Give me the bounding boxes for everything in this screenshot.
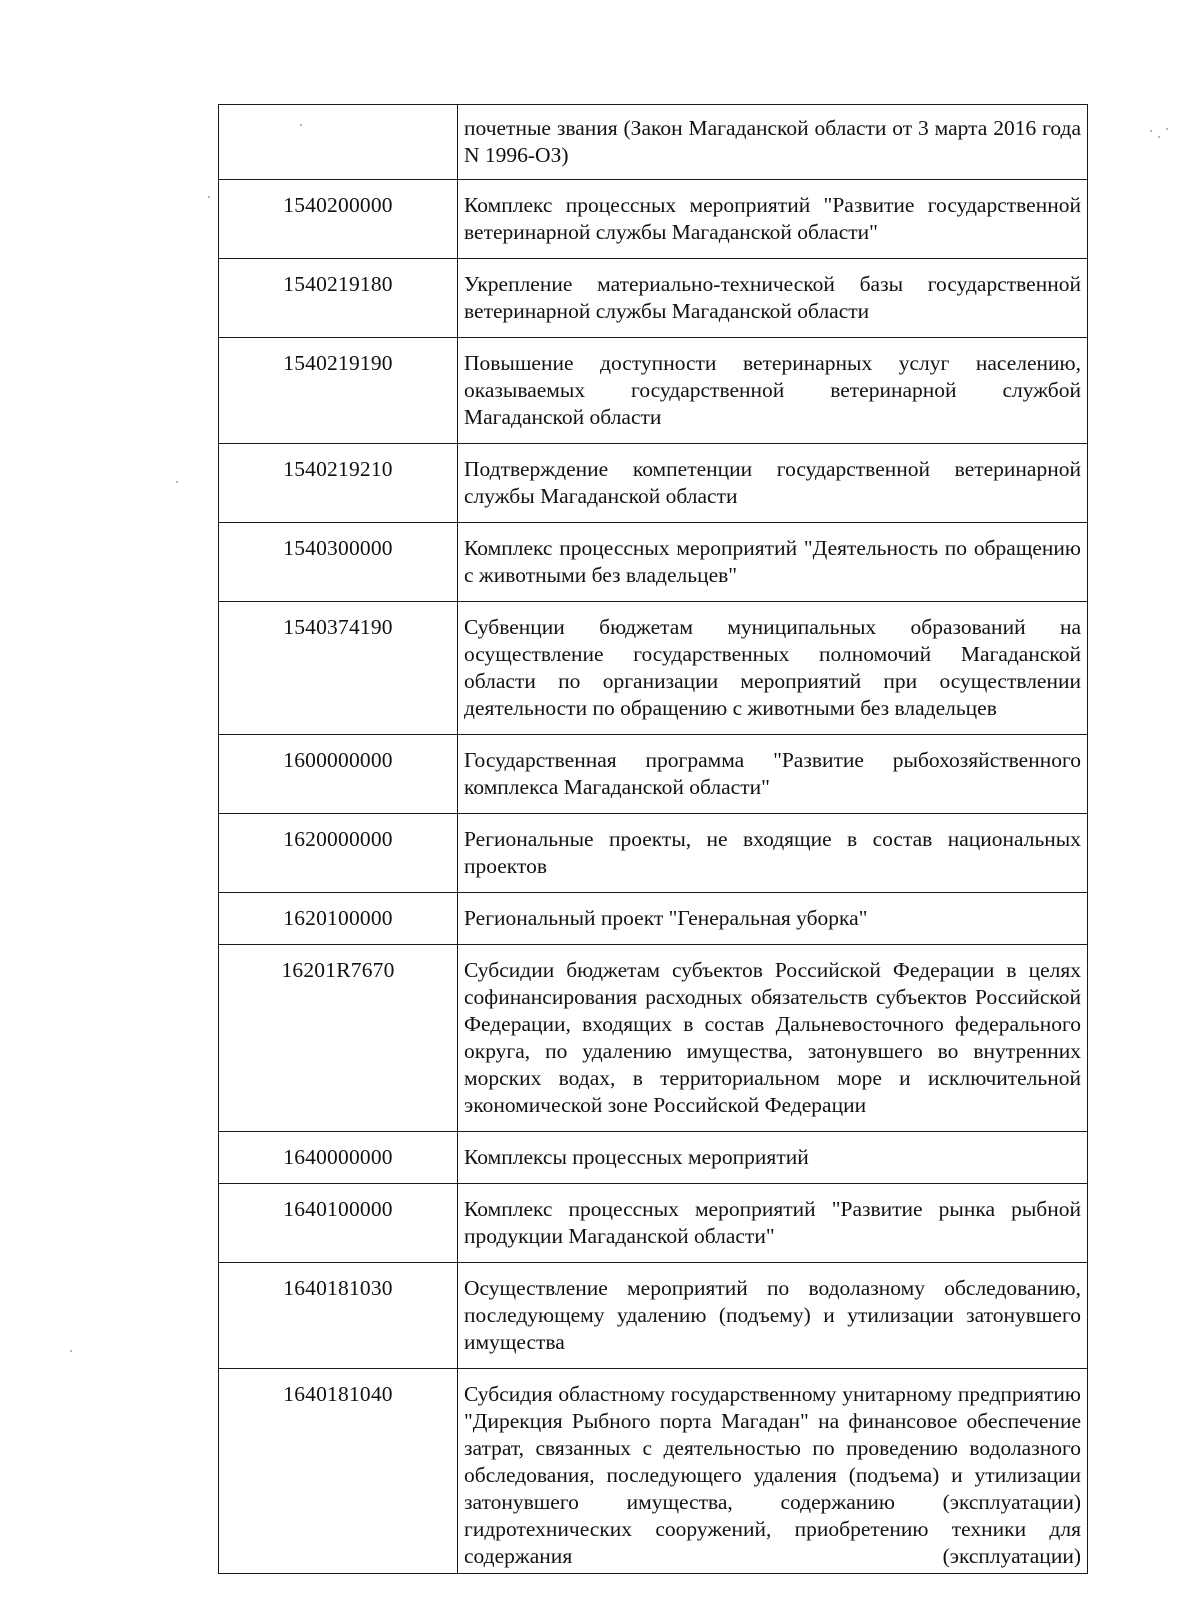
scan-speck — [1158, 136, 1160, 138]
code-cell: 1640181030 — [219, 1263, 458, 1369]
description-cell: Подтверждение компетенции государственной ветеринарной службы Магаданской области — [458, 444, 1088, 523]
description-cell: Комплексы процессных мероприятий — [458, 1132, 1088, 1184]
table-row — [219, 259, 1088, 338]
code-cell: 1540200000 — [219, 180, 458, 259]
code-cell: 1620100000 — [219, 893, 458, 945]
table-row — [219, 1263, 1088, 1369]
description-cell: Комплекс процессных мероприятий "Развитие рынка рыбной продукции Магаданской области" — [458, 1184, 1088, 1263]
code-cell: 1640181040 — [219, 1369, 458, 1574]
scan-speck — [208, 196, 210, 198]
scan-speck — [176, 481, 178, 483]
scan-speck — [70, 1350, 72, 1352]
description-cell: Субсидия областному государственному унитарному предприятию "Дирекция Рыбного порта Магадан" на финансовое обеспечение затрат, связанных с деятельностью по проведению водолазного обследования, последующего удаления (подъема) и утилизации затонувшего имущества, содержанию (эксплуатации) гидротехнических сооружений, приобретению техники для содержания (эксплуатации) — [458, 1369, 1088, 1574]
table-row — [219, 180, 1088, 259]
description-cell: Комплекс процессных мероприятий "Развитие государственной ветеринарной службы Магаданской области" — [458, 180, 1088, 259]
budget-codes-table — [218, 104, 1088, 1574]
table-row — [219, 105, 1088, 180]
description-cell: Комплекс процессных мероприятий "Деятельность по обращению с животными без владельцев" — [458, 523, 1088, 602]
scan-speck — [1166, 128, 1168, 130]
table-row — [219, 893, 1088, 945]
description-cell: Осуществление мероприятий по водолазному обследованию, последующему удалению (подъему) и утилизации затонувшего имущества — [458, 1263, 1088, 1369]
table-row — [219, 444, 1088, 523]
code-cell — [219, 105, 458, 180]
table-row — [219, 1184, 1088, 1263]
description-cell: Субвенции бюджетам муниципальных образований на осуществление государственных полномочий Магаданской области по организации мероприятий при осуществлении деятельности по обращению с животными без владельцев — [458, 602, 1088, 735]
scan-speck — [300, 124, 302, 126]
table-row — [219, 602, 1088, 735]
code-cell: 1600000000 — [219, 735, 458, 814]
code-cell: 1540300000 — [219, 523, 458, 602]
description-cell: Повышение доступности ветеринарных услуг населению, оказываемых государственной ветеринарной службой Магаданской области — [458, 338, 1088, 444]
code-cell: 1540219190 — [219, 338, 458, 444]
description-cell: Региональный проект "Генеральная уборка" — [458, 893, 1088, 945]
description-cell: Субсидии бюджетам субъектов Российской Федерации в целях софинансирования расходных обязательств субъектов Российской Федерации, входящих в состав Дальневосточного федерального округа, по удалению имущества, затонувшего во внутренних морских водах, в территориальном море и исключительной экономической зоне Российской Федерации — [458, 945, 1088, 1132]
description-cell: Региональные проекты, не входящие в состав национальных проектов — [458, 814, 1088, 893]
code-cell: 1540219210 — [219, 444, 458, 523]
code-cell: 1640100000 — [219, 1184, 458, 1263]
code-cell: 16201R7670 — [219, 945, 458, 1132]
description-cell: почетные звания (Закон Магаданской области от 3 марта 2016 года N 1996-ОЗ) — [458, 105, 1088, 180]
scan-speck — [1150, 130, 1152, 132]
table-row — [219, 523, 1088, 602]
description-cell: Государственная программа "Развитие рыбохозяйственного комплекса Магаданской области" — [458, 735, 1088, 814]
table-row — [219, 814, 1088, 893]
code-cell: 1620000000 — [219, 814, 458, 893]
code-cell: 1540374190 — [219, 602, 458, 735]
table-row — [219, 1369, 1088, 1574]
table-row — [219, 945, 1088, 1132]
table-row — [219, 735, 1088, 814]
table-row — [219, 1132, 1088, 1184]
code-cell: 1640000000 — [219, 1132, 458, 1184]
code-cell: 1540219180 — [219, 259, 458, 338]
table-row — [219, 338, 1088, 444]
description-cell: Укрепление материально-технической базы государственной ветеринарной службы Магаданской области — [458, 259, 1088, 338]
